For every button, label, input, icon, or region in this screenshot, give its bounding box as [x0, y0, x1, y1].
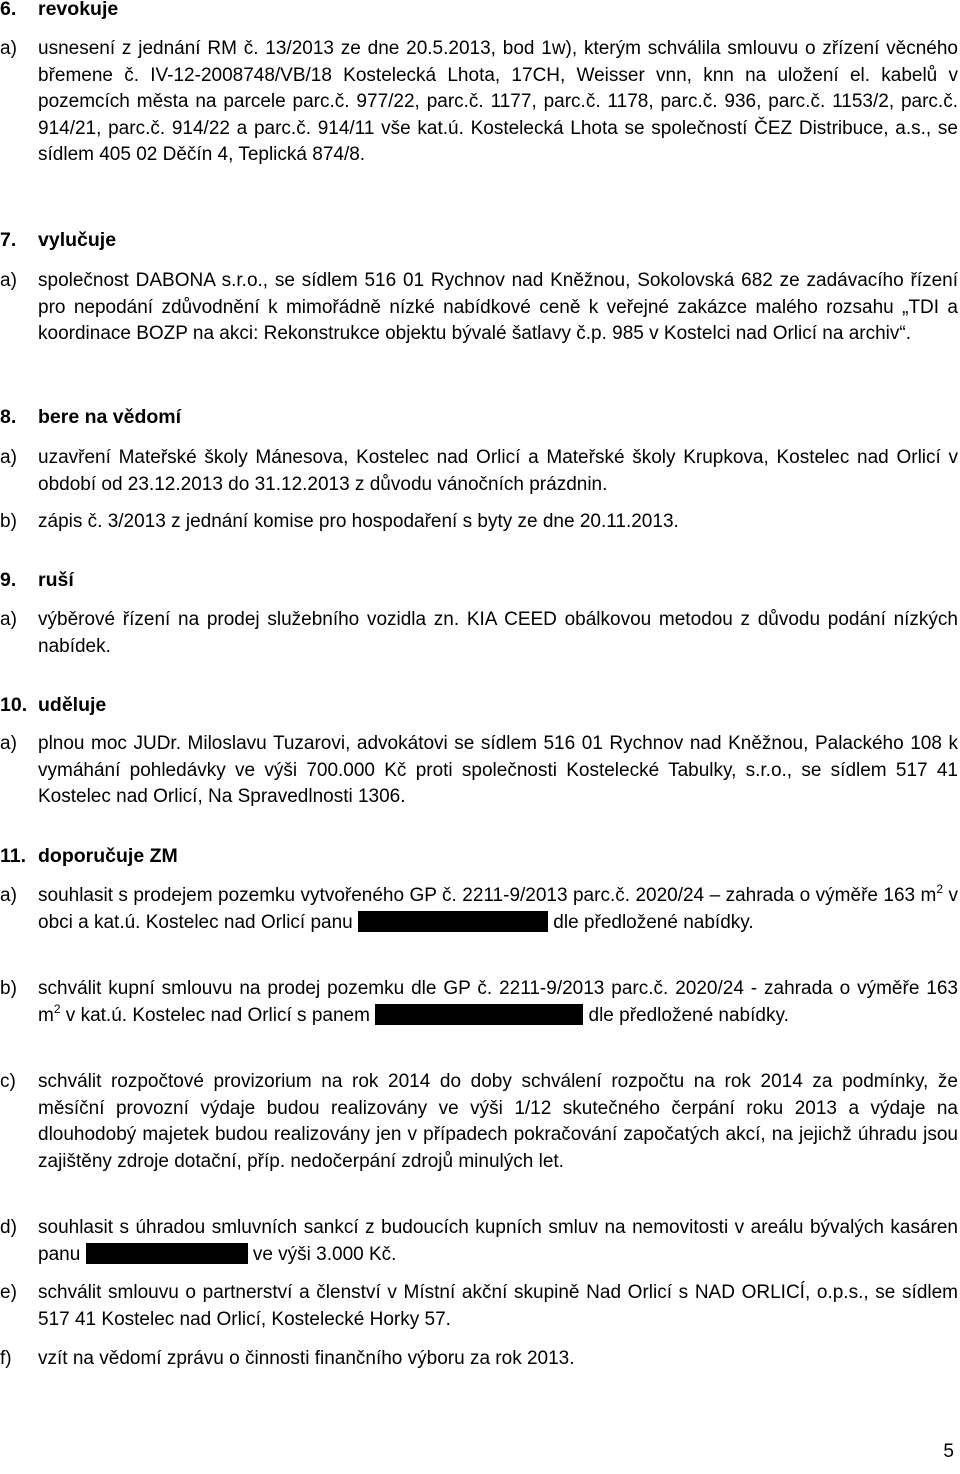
section-heading-8: [0, 404, 181, 430]
item-text: společnost DABONA s.r.o., se sídlem 516 01 Rychnov nad Kněžnou, Sokolovská 682 ze zadávacího řízení pro nepodání zdůvodnění k mimořádně nízké nabídkové ceně k veřejné zakázce malého rozsahu „TDI a koordinace BOZP na akci: Rekonstrukce objektu bývalé šatlavy č.p. 985 v Kostelci nad Orlicí na archiv“.: [38, 270, 958, 345]
section-title: bere na vědomí: [38, 406, 182, 428]
item-letter: a): [0, 885, 17, 906]
section-heading-6: [0, 0, 118, 22]
item-letter: a): [0, 447, 17, 468]
item-text: schválit rozpočtové provizorium na rok 2014 do doby schválení rozpočtu na rok 2014 za podmínky, že měsíční provozní výdaje budou realizovány ve výši 1/12 skutečného čerpání roku 2013 a výdaje na dlouhodobý majetek budou realizovány jen v případech pokračování započatých akcí, na jejichž úhradu jsou zajištěny zdroje dotační, příp. nedočerpání zdrojů minulých let.: [38, 1071, 958, 1172]
section-heading-7: [0, 227, 116, 253]
section-heading-10: [0, 692, 106, 718]
item-text: [38, 883, 958, 936]
section-title: doporučuje ZM: [38, 845, 178, 867]
section-number: 8.: [0, 406, 17, 428]
item-text-part: souhlasit s prodejem pozemku vytvořeného GP č. 2211-9/2013 parc.č. 2020/24 – zahrada o výměře 163 m: [38, 885, 937, 906]
item-text-part: ve výši 3.000 Kč.: [247, 1243, 397, 1265]
redacted-name: [358, 911, 548, 932]
item-text: výběrové řízení na prodej služebního vozidla zn. KIA CEED obálkovou metodou z důvodu podání nízkých nabídek.: [38, 609, 958, 657]
item-text: [38, 976, 958, 1029]
item-letter: e): [0, 1282, 17, 1303]
item-text-part: souhlasit s úhradou smluvních sankcí z budoucích kupních smluv na nemovitosti v areálu bývalých kasáren panu: [38, 1217, 958, 1265]
section-heading-11: [0, 843, 178, 869]
section-title: vylučuje: [38, 229, 117, 251]
item-letter: a): [0, 609, 17, 630]
item-text: usnesení z jednání RM č. 13/2013 ze dne 20.5.2013, bod 1w), kterým schválila smlouvu o zřízení věcného břemene č. IV-12-2008748/VB/18 Kostelecká Lhota, 17CH, Weisser vnn, knn na uložení el. kabelů v pozemcích města na parcele parc.č. 977/22, parc.č. 1177, parc.č. 1178, parc.č. 936, parc.č. 1153/2, parc.č. 914/21, parc.č. 914/22 a parc.č. 914/11 vše kat.ú. Kostelecká Lhota se společností ČEZ Distribuce, a.s., se sídlem 405 02 Děčín 4, Teplická 874/8.: [38, 38, 958, 166]
item-letter: c): [0, 1071, 16, 1092]
item-letter: a): [0, 270, 17, 291]
item-text-part: schválit kupní smlouvu na prodej pozemku dle GP č. 2211-9/2013 parc.č. 2020/24 - zahrada o výměře 163 m: [38, 978, 958, 1026]
item-text-part: v kat.ú. Kostelec nad Orlicí s panem: [60, 1004, 376, 1026]
item-text: zápis č. 3/2013 z jednání komise pro hospodaření s byty ze dne 20.11.2013.: [38, 511, 679, 532]
redacted-name: [375, 1004, 583, 1025]
section-title: uděluje: [38, 694, 107, 716]
item-text: [38, 1215, 958, 1268]
section-number: 10.: [0, 694, 28, 716]
item-letter: b): [0, 511, 17, 532]
item-letter: a): [0, 733, 17, 754]
item-text: plnou moc JUDr. Miloslavu Tuzarovi, advokátovi se sídlem 516 01 Rychnov nad Kněžnou, Palackého 108 k vymáhání pohledávky ve výši 700.000 Kč proti společnosti Kostelecké Tabulky, s.r.o., se sídlem 517 41 Kostelec nad Orlicí, Na Spravedlnosti 1306.: [38, 733, 958, 808]
item-letter: b): [0, 978, 17, 999]
superscript: 2: [53, 1001, 61, 1016]
section-title: ruší: [38, 569, 74, 591]
page-number: 5: [943, 1441, 954, 1462]
item-text: vzít na vědomí zprávu o činnosti finančního výboru za rok 2013.: [38, 1348, 575, 1369]
redacted-name: [86, 1243, 248, 1264]
item-text: uzavření Mateřské školy Mánesova, Kostelec nad Orlicí a Mateřské školy Krupkova, Kostelec nad Orlicí v období od 23.12.2013 do 31.12.2013 z důvodu vánočních prázdnin.: [38, 447, 958, 495]
item-letter: f): [0, 1348, 12, 1369]
section-title: revokuje: [38, 0, 119, 20]
section-heading-9: [0, 567, 74, 593]
item-letter: a): [0, 38, 17, 59]
item-text-part: dle předložené nabídky.: [548, 911, 754, 933]
item-text-part: v obci a kat.ú. Kostelec nad Orlicí panu: [38, 885, 959, 933]
section-number: 11.: [0, 845, 27, 867]
section-number: 7.: [0, 229, 17, 251]
item-text: schválit smlouvu o partnerství a členství v Místní akční skupině Nad Orlicí s NAD ORLICÍ, o.p.s., se sídlem 517 41 Kostelec nad Orlicí, Kostelecké Horky 57.: [38, 1282, 958, 1330]
superscript: 2: [936, 882, 944, 896]
section-number: 6.: [0, 0, 17, 20]
section-number: 9.: [0, 569, 17, 591]
item-text-part: dle předložené nabídky.: [583, 1004, 789, 1026]
item-letter: d): [0, 1217, 17, 1238]
